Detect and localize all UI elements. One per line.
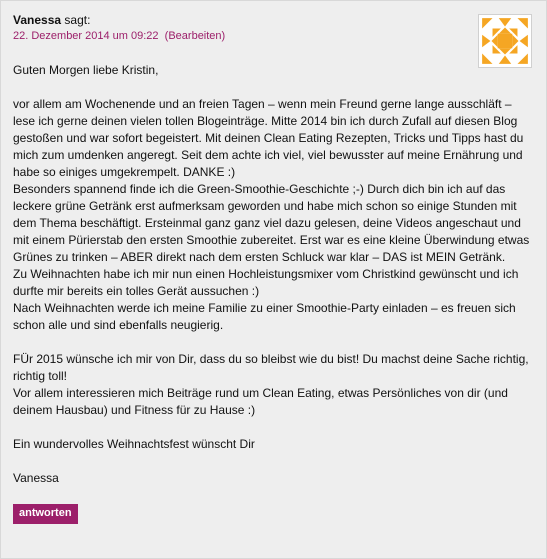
paragraph-gap	[13, 453, 534, 470]
comment-header	[13, 12, 534, 52]
comment-paragraph: FÜr 2015 wünsche ich mir von Dir, dass du so bleibst wie du bist! Du machst deine Sache richtig, richtig toll!	[13, 352, 529, 383]
paragraph-gap	[13, 79, 534, 96]
paragraph-gap	[13, 334, 534, 351]
comment-paragraph: vor allem am Wochenende und an freien Tagen – wenn mein Freund gerne lange ausschläft – lese ich gerne deinen vielen tollen Blogeinträge. Mitte 2014 bin ich durch Zufall auf diesen Blog gestoßen und war sofort begeistert. Mit deinen Clean Eating Rezepten, Tricks und Tipps hast du mich zum umdenken angeregt. Seit dem achte ich viel, viel bewusster auf meine Ernährung und habe so einiges umgekrempelt. DANKE :)	[13, 97, 524, 179]
identicon-avatar-icon	[479, 15, 531, 67]
reply-area	[13, 503, 534, 524]
edit-link[interactable]: (Bearbeiten)	[164, 30, 226, 42]
comment-paragraph: Zu Weihnachten habe ich mir nun einen Hochleistungsmixer vom Christkind gewünscht und ich durfte mir bereits ein tolles Gerät aussuchen :)	[13, 267, 519, 298]
paragraph-gap	[13, 419, 534, 436]
comment-paragraph: Vor allem interessieren mich Beiträge rund um Clean Eating, etwas Persönliches von dir (und deinem Hausbau) und Fitness für zu Hause :)	[13, 386, 508, 417]
comment-body	[13, 62, 534, 487]
reply-button[interactable]: antworten	[13, 504, 78, 524]
author-name: Vanessa	[13, 13, 62, 27]
author-line	[13, 12, 534, 28]
says-label: sagt:	[64, 13, 91, 27]
comment-meta	[13, 29, 534, 44]
comment-paragraph: Guten Morgen liebe Kristin,	[13, 63, 159, 77]
comment-date-link[interactable]: 22. Dezember 2014 um 09:22	[13, 30, 159, 42]
comment-signature: Vanessa	[13, 471, 59, 485]
comment-paragraph: Nach Weihnachten werde ich meine Familie zu einer Smoothie-Party einladen – es freuen sich schon alle und sind ebenfalls neugierig.	[13, 301, 516, 332]
avatar	[478, 14, 532, 68]
comment-paragraph: Besonders spannend finde ich die Green-Smoothie-Geschichte ;-) Durch dich bin ich auf das leckere grüne Getränk erst aufmerksam geworden und habe mich schon so einige Stunden mit dem Thema beschäftigt. Ersteinmal ganz ganz viel dazu gelesen, deine Videos angeschaut und mit einem Pürierstab den ersten Smoothie zubereitet. Erst war es eine kleine Überwindung etwas Grünes zu trinken – ABER direkt nach dem ersten Schluck war klar – DAS ist MEIN Getränk.	[13, 182, 530, 264]
comment-paragraph: Ein wundervolles Weihnachtsfest wünscht Dir	[13, 437, 255, 451]
